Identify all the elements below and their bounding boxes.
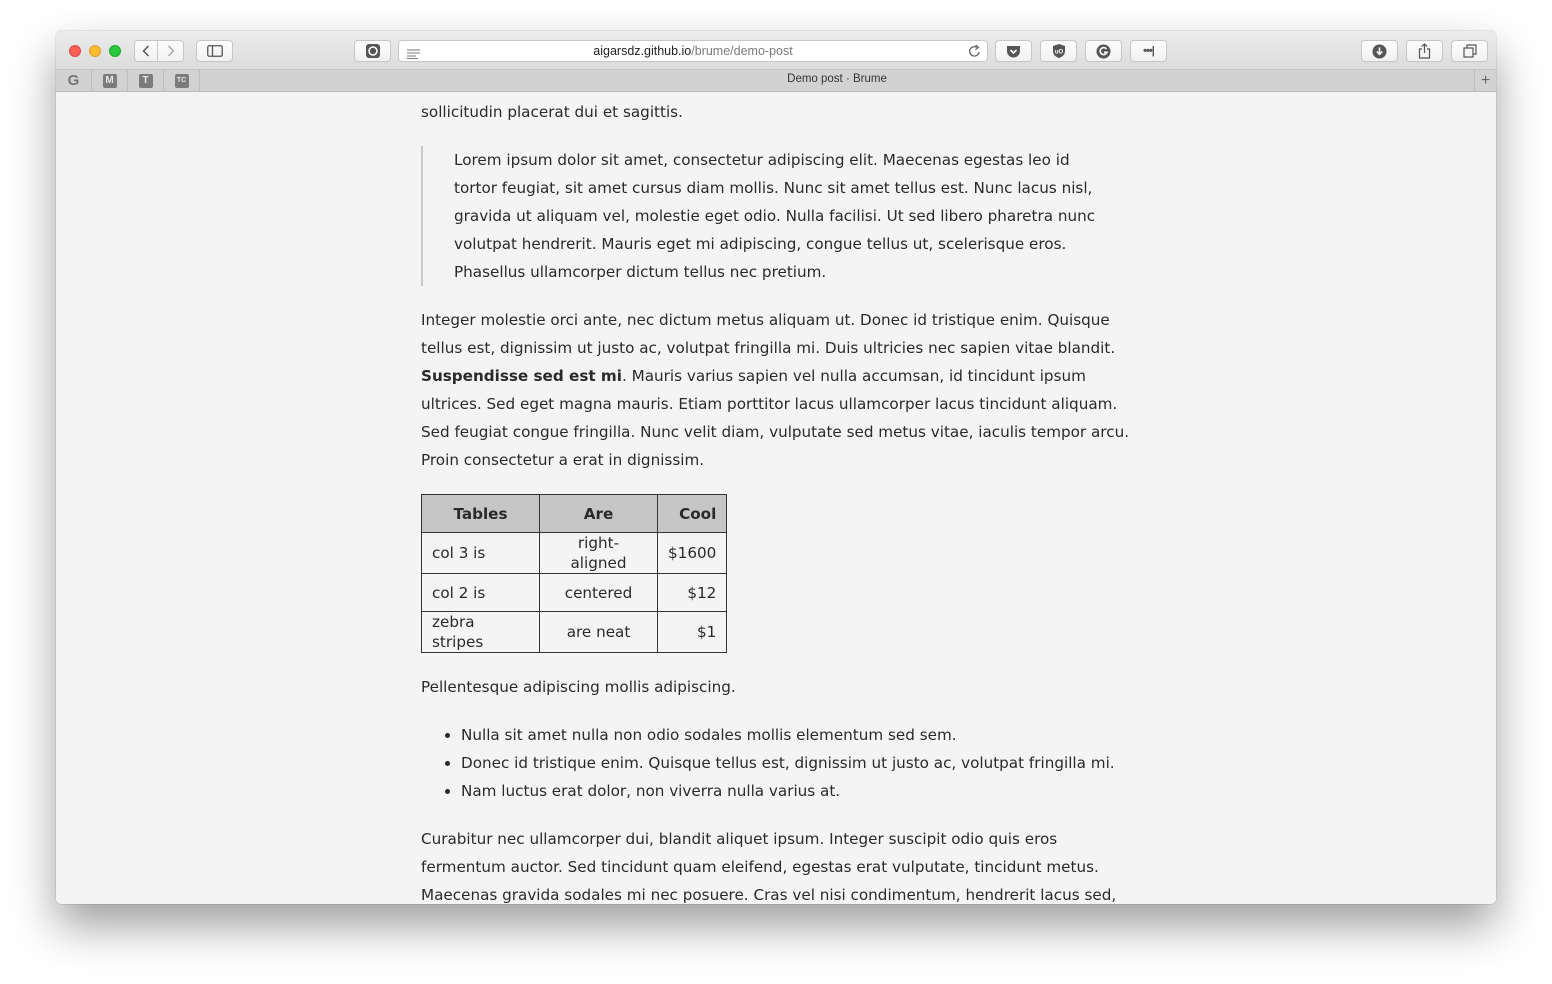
blockquote: Lorem ipsum dolor sit amet, consectetur adipiscing elit. Maecenas egestas leo id tortor feugiat, sit amet cursus diam mollis. Nunc sit amet tellus est. Nunc lacus nisl, gravida ut aliquam vel, molestie eget odio. Nulla facilisi. Ut sed libero pharetra nunc volutpat hendrerit. Mauris eget mi adipiscing, congue tellus ut, scelerisque eros. Phasellus ullamcorper dictum tellus nec pretium. bbox=[421, 146, 1104, 286]
table-cell: col 2 is bbox=[422, 574, 540, 612]
favorite-m[interactable] bbox=[92, 70, 128, 91]
table-cell: are neat bbox=[540, 612, 658, 653]
more-dots-icon: •••| bbox=[1143, 45, 1154, 57]
paragraph-2-start: Integer molestie orci ante, nec dictum metus aliquam ut. Donec id tristique enim. Quisque tellus est, dignissim ut justo ac, volutpat fringilla mi. Duis ultricies nec sapien vitae blandit. bbox=[421, 311, 1116, 357]
demo-table bbox=[421, 494, 727, 653]
bullet-list bbox=[421, 721, 1136, 805]
paragraph-top-line-1 bbox=[421, 92, 1105, 93]
plus-icon: + bbox=[1480, 71, 1491, 89]
chevron-right-icon bbox=[167, 45, 175, 57]
article-body bbox=[421, 92, 1136, 904]
table-row bbox=[422, 533, 727, 574]
table-row bbox=[422, 574, 727, 612]
browser-toolbar bbox=[56, 31, 1496, 70]
pocket-icon bbox=[1006, 45, 1021, 58]
paragraph-2 bbox=[421, 306, 1136, 474]
url-text bbox=[399, 44, 987, 58]
table-cell: $12 bbox=[658, 574, 727, 612]
sidebar-toggle-button[interactable] bbox=[196, 40, 233, 62]
table-cell: $1600 bbox=[658, 533, 727, 574]
paragraph-4: Curabitur nec ullamcorper dui, blandit aliquet ipsum. Integer suscipit odio quis eros fermentum auctor. Sed tincidunt quam eleifend, egestas erat vulputate, tincidunt metus. Maecenas gravida sodales mi nec posuere. Cras vel nisi condimentum, hendrerit lacus sed, bbox=[421, 830, 1117, 904]
table-cell: centered bbox=[540, 574, 658, 612]
url-path: /brume/demo-post bbox=[691, 44, 793, 58]
table-row bbox=[422, 612, 727, 653]
ublock-button[interactable] bbox=[1040, 40, 1077, 62]
list-item: • Donec id tristique enim. Quisque tellus est, dignissim ut justo ac, volutpat fringilla mi. bbox=[461, 749, 1136, 777]
m-icon: M bbox=[103, 74, 117, 88]
extension-button[interactable] bbox=[354, 40, 391, 62]
pocket-button[interactable] bbox=[995, 40, 1032, 62]
table-header-cell: Are bbox=[540, 495, 658, 533]
page-content bbox=[56, 92, 1496, 904]
reload-icon[interactable] bbox=[968, 44, 981, 63]
table-cell: $1 bbox=[658, 612, 727, 653]
sidebar-icon bbox=[207, 45, 223, 57]
t-icon: T bbox=[139, 74, 153, 88]
grammarly-icon bbox=[1096, 44, 1111, 59]
paragraph-3: Pellentesque adipiscing mollis adipiscing. bbox=[421, 678, 736, 696]
download-icon bbox=[1372, 44, 1387, 59]
circle-extension-icon bbox=[365, 43, 381, 59]
table-header-cell: Cool bbox=[658, 495, 727, 533]
browser-window bbox=[56, 31, 1496, 904]
minimize-window-button[interactable] bbox=[89, 45, 101, 57]
google-icon: G bbox=[67, 72, 80, 89]
list-item: • Nulla sit amet nulla non odio sodales mollis elementum sed sem. bbox=[461, 721, 1136, 749]
tc-icon: TC bbox=[175, 74, 189, 88]
table-cell: right-aligned bbox=[540, 533, 658, 574]
back-button[interactable] bbox=[134, 40, 158, 62]
tabs-icon bbox=[1463, 44, 1477, 58]
new-tab-button[interactable] bbox=[1474, 70, 1496, 91]
paragraph-top bbox=[421, 92, 1136, 126]
chevron-left-icon bbox=[142, 45, 150, 57]
downloads-button[interactable] bbox=[1361, 40, 1398, 62]
bold-text: Suspendisse sed est mi bbox=[421, 367, 622, 385]
more-extensions-button[interactable] bbox=[1130, 40, 1167, 62]
favorite-t[interactable] bbox=[128, 70, 164, 91]
url-host: aigarsdz.github.io bbox=[593, 44, 692, 58]
table-header-row bbox=[422, 495, 727, 533]
svg-text:uO: uO bbox=[1054, 49, 1063, 56]
list-item: • Nam luctus erat dolor, non viverra nulla varius at. bbox=[461, 777, 1136, 805]
zoom-window-button[interactable] bbox=[109, 45, 121, 57]
share-icon bbox=[1418, 43, 1431, 59]
share-button[interactable] bbox=[1406, 40, 1443, 62]
shield-icon bbox=[1052, 43, 1066, 59]
favorite-google[interactable] bbox=[56, 70, 92, 91]
active-tab-title[interactable]: Demo post · Brume bbox=[787, 73, 887, 85]
forward-button[interactable] bbox=[157, 40, 184, 62]
favorite-tc[interactable] bbox=[164, 70, 200, 91]
table-cell: zebra stripes bbox=[422, 612, 540, 653]
grammarly-button[interactable] bbox=[1085, 40, 1122, 62]
table-header-cell: Tables bbox=[422, 495, 540, 533]
paragraph-top-line-2: sollicitudin placerat dui et sagittis. bbox=[421, 103, 683, 121]
close-window-button[interactable] bbox=[69, 45, 81, 57]
table-cell: col 3 is bbox=[422, 533, 540, 574]
tab-bar bbox=[56, 70, 1496, 92]
address-bar[interactable] bbox=[398, 40, 988, 62]
paragraph-2-end: . Mauris varius sapien vel nulla accumsan, id tincidunt ipsum ultrices. Sed eget magna mauris. Etiam porttitor lacus ullamcorper lacus tincidunt aliquam. Sed feugiat congue fringilla. Nunc velit diam, vulputate sed metus vitae, iaculis tempor arcu. Proin consectetur a erat in dignissim. bbox=[421, 367, 1130, 469]
tabs-overview-button[interactable] bbox=[1451, 40, 1488, 62]
